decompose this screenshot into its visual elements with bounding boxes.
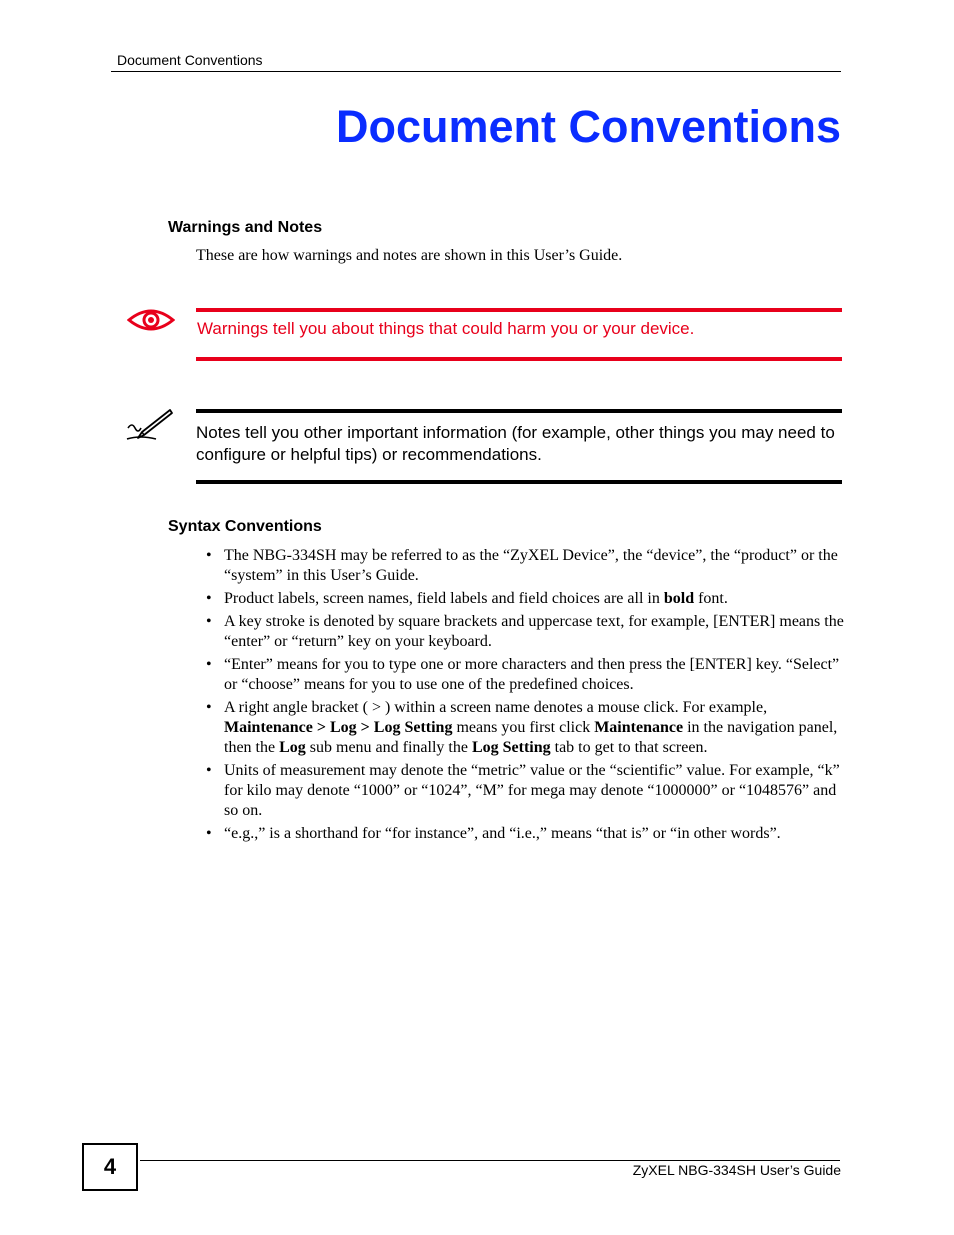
syntax-heading: Syntax Conventions (168, 518, 322, 535)
item-text: font. (694, 590, 728, 607)
list-item (206, 698, 846, 758)
list-item: • A key stroke is denoted by square brackets and uppercase text, for example, [ENTER] means the “enter” or “return” key on your keyboard. (206, 612, 846, 652)
item-text: in the navigation panel, then the (224, 719, 838, 756)
warning-top-rule (196, 308, 842, 312)
item-text: tab to get to that screen. (550, 739, 708, 756)
list-item: • “e.g.,” is a shorthand for “for instance”, and “i.e.,” means “that is” or “in other words”. (206, 824, 846, 844)
header-rule (111, 71, 841, 72)
submenu-name: Log (279, 739, 306, 756)
intro-text: These are how warnings and notes are shown in this User’s Guide. (196, 247, 623, 264)
list-item (206, 589, 846, 609)
tab-name: Log Setting (471, 739, 551, 756)
menu-path: Maintenance > Log > Log Setting (224, 719, 453, 736)
syntax-list (206, 546, 846, 847)
warning-bottom-rule (196, 357, 842, 361)
item-text: A right angle bracket ( > ) within a screen name denotes a mouse click. For example, (224, 699, 768, 716)
menu-name: Maintenance (594, 719, 684, 736)
item-text: Product labels, screen names, field labels and field choices are all in (224, 590, 664, 607)
warning-text: Warnings tell you about things that could harm you or your device. (197, 319, 695, 338)
item-text: sub menu and finally the (305, 739, 472, 756)
page-title: Document Conventions (335, 101, 841, 152)
page-number: 4 (82, 1143, 138, 1191)
note-text: Notes tell you other important information (for example, other things you may need to configure or helpful tips) or recommendations. (196, 423, 835, 464)
list-item: • “Enter” means for you to type one or more characters and then press the [ENTER] key. “Select” or “choose” means for you to use one of the predefined choices. (206, 655, 846, 695)
footer-rule (140, 1160, 840, 1161)
list-item: • Units of measurement may denote the “metric” value or the “scientific” value. For example, “k” for kilo may denote “1000” or “1024”, “M” for mega may denote “1000000” or “1048576” and so on. (206, 761, 846, 821)
running-header: Document Conventions (117, 52, 263, 68)
warnings-heading: Warnings and Notes (168, 219, 323, 236)
note-top-rule (196, 409, 842, 413)
item-text: means you first click (452, 719, 595, 736)
footer-guide-title: ZyXEL NBG-334SH User’s Guide (632, 1162, 841, 1178)
note-bottom-rule (196, 480, 842, 484)
bold-example: bold (663, 590, 695, 607)
pen-note-icon (126, 408, 174, 442)
list-item: • The NBG-334SH may be referred to as the “ZyXEL Device”, the “device”, the “product” or the “system” in this User’s Guide. (206, 546, 846, 586)
eye-warning-icon (127, 306, 175, 334)
